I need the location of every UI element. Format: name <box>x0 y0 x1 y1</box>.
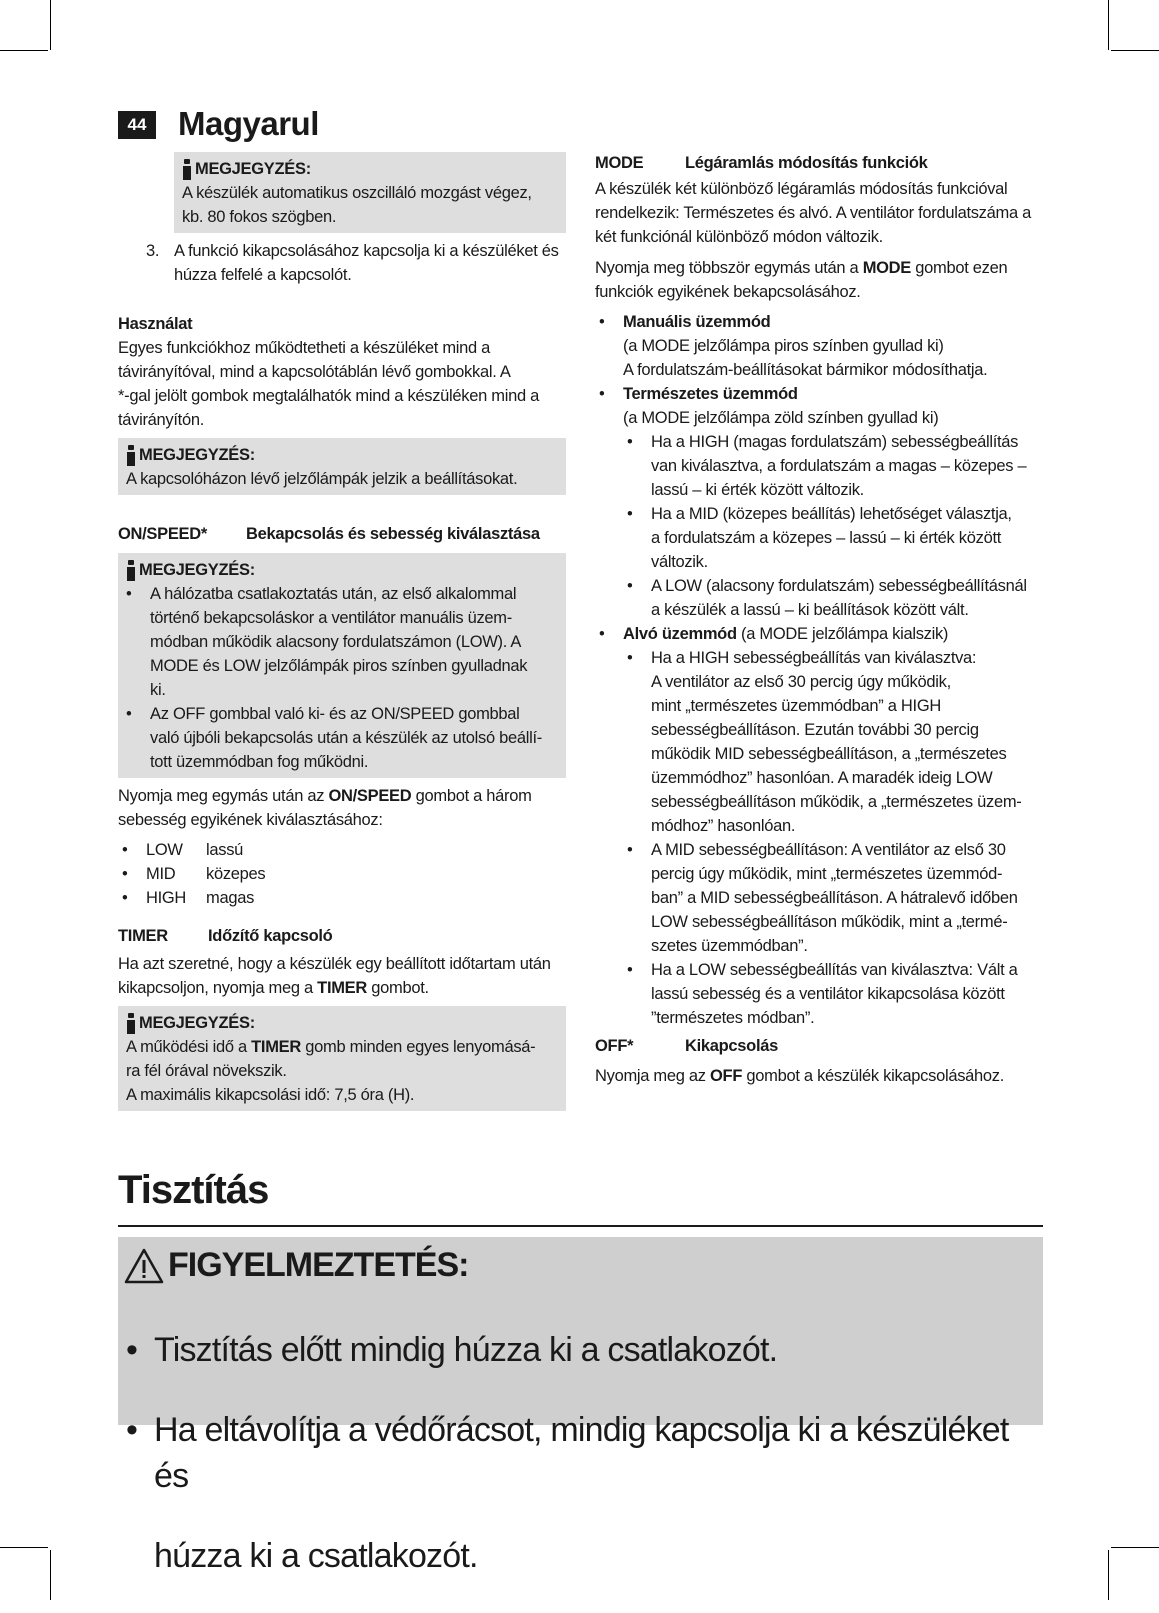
crop-mark <box>50 1550 51 1600</box>
page-language-title: Magyarul <box>178 105 319 142</box>
list-item: • Ha eltávolítja a védőrácsot, mindig kapcsolja ki a készüléket és húzza ki a csatlakozót. <box>124 1407 1029 1579</box>
note-box <box>118 438 566 495</box>
mode-press: Nyomja meg többször egymás után a MODE gombot ezen <box>595 259 1008 277</box>
warning-list <box>124 1293 1029 1613</box>
list-item: • Természetes üzemmód (a MODE jelzőlámpa zöld színben gyullad ki) • Ha a HIGH (magas fordulatszám) sebességbeállítás van kiválasztva, a fordulatszám a magas – közepes – lassú – ki érték között változik. • Ha a MID (közepes beállítás) lehetőséget választja, a fordulatszám a közepes – lassú – ki érték között változik. • A LOW (alacsony fordulatszám) sebességbeállításnál a készülék a lassú – ki beállítások között vált. <box>595 382 1055 622</box>
crop-mark <box>0 1547 48 1548</box>
warning-title: FIGYELMEZTETÉS: <box>124 1246 468 1285</box>
usage-line: távirányítóval, mind a kapcsolótáblán lévő gombokkal. A <box>118 363 511 381</box>
right-column <box>595 151 1055 1088</box>
sub-list <box>623 430 1055 622</box>
warning-triangle-icon <box>124 1248 164 1284</box>
crop-mark <box>1108 1550 1109 1600</box>
list-item: • LOW lassú <box>118 838 566 862</box>
list-item: • Manuális üzemmód (a MODE jelzőlámpa piros színben gyullad ki) A fordulatszám-beállításokat bármikor módosíthatja. <box>595 310 1055 382</box>
step-line: A funkció kikapcsolásához kapcsolja ki a készüléket és <box>174 242 559 260</box>
command-key: MODE <box>595 154 644 172</box>
step-3 <box>146 239 566 287</box>
usage-line: Egyes funkciókhoz működtetheti a készüléket mind a <box>118 339 491 357</box>
cleaning-title: Tisztítás <box>118 1168 269 1212</box>
info-icon <box>126 559 136 581</box>
note-line: ra fél órával növekszik. <box>126 1062 287 1080</box>
crop-mark <box>50 0 51 50</box>
speed-paragraph: Nyomja meg egymás után az ON/SPEED gombot a három <box>118 787 532 805</box>
sub-list <box>623 646 1055 1030</box>
note-line: A kapcsolóházon lévő jelzőlámpák jelzik a beállításokat. <box>126 470 518 488</box>
mode-line: A készülék két különböző légáramlás módosítás funkcióval <box>595 180 1008 198</box>
timer-paragraph: kikapcsoljon, nyomja meg a TIMER gombot. <box>118 979 429 997</box>
off-paragraph: Nyomja meg az OFF gombot a készülék kikapcsolásához. <box>595 1067 1005 1085</box>
step-number: 3. <box>146 242 160 260</box>
list-item: • A hálózatba csatlakoztatás után, az első alkalommal történő bekapcsoláskor a ventilátor manuális üzem- módban működik alacsony fordulatszámon (LOW). A MODE és LOW jelzőlámpák piros színben gyulladnak ki. <box>122 582 558 702</box>
command-key: OFF* <box>595 1037 634 1055</box>
mode-line: két funkciónál különböző módon változik. <box>595 228 883 246</box>
list-item: • Ha a HIGH sebességbeállítás van kiválasztva: A ventilátor az első 30 percig úgy működik, mint „természetes üzemmódban” a HIGH sebességbeállításon. Ezután további 30 percig működik MID sebességbeállításon, a „természetes üzemmódhoz” hasonlóan. A maradék ideig LOW sebességbeállításon működik, a „természetes üzem- módhoz” hasonlóan. <box>623 646 1055 838</box>
list-item: • Ha a LOW sebességbeállítás van kiválasztva: Vált a lassú sebesség és a ventilátor kikapcsolása között ”természetes módban”. <box>623 958 1055 1030</box>
mode-heading <box>595 151 1055 175</box>
usage-line: *-gal jelölt gombok megtalálhatók mind a készüléken mind a <box>118 387 540 405</box>
page-number: 44 <box>118 111 156 139</box>
note-title: MEGJEGYZÉS: <box>126 443 558 467</box>
usage-line: távirányítón. <box>118 411 204 429</box>
command-desc: Időzítő kapcsoló <box>208 927 333 945</box>
speed-list <box>118 838 566 910</box>
command-desc: Kikapcsolás <box>685 1037 779 1055</box>
note-title: MEGJEGYZÉS: <box>126 1011 558 1035</box>
info-icon <box>182 158 192 180</box>
note-box <box>118 1006 566 1111</box>
list-item: • A MID sebességbeállításon: A ventilátor az első 30 percig úgy működik, mint „természetes üzemmód- ban” a MID sebességbeállításon. A hátralevő időben LOW sebességbeállításon működik, mint a „termé- szetes üzemmódban”. <box>623 838 1055 958</box>
step-line: húzza felfelé a kapcsolót. <box>174 266 352 284</box>
off-heading <box>595 1034 1055 1058</box>
list-item: • MID közepes <box>118 862 566 886</box>
list-item: • Ha a MID (közepes beállítás) lehetőséget választja, a fordulatszám a közepes – lassú – ki érték között változik. <box>623 502 1055 574</box>
crop-mark <box>1111 1547 1159 1548</box>
onspeed-heading <box>118 522 566 546</box>
crop-mark <box>0 50 48 51</box>
warning-box <box>118 1237 1043 1575</box>
section-divider <box>118 1225 1043 1227</box>
list-item: • HIGH magas <box>118 886 566 910</box>
note-line: A készülék automatikus oszcilláló mozgást végez, <box>182 184 532 202</box>
command-desc: Légáramlás módosítás funkciók <box>685 154 928 172</box>
left-column <box>118 152 566 1111</box>
list-item: • Az OFF gombbal való ki- és az ON/SPEED gombbal való újbóli bekapcsolás után a készülék az utolsó beállí- tott üzemmódban fog működni. <box>122 702 558 774</box>
info-icon <box>126 444 136 466</box>
note-box <box>118 553 566 778</box>
list-item: • Tisztítás előtt mindig húzza ki a csatlakozót. <box>124 1327 1029 1373</box>
usage-heading: Használat <box>118 315 193 333</box>
note-title: MEGJEGYZÉS: <box>182 157 558 181</box>
note-box <box>174 152 566 233</box>
mode-press-line: funkciók egyikének bekapcsolásához. <box>595 283 861 301</box>
list-item: • Alvó üzemmód (a MODE jelzőlámpa kialszik) • Ha a HIGH sebességbeállítás van kiválasztva: A ventilátor az első 30 percig úgy működik, mint „természetes üzemmódban” a HIGH sebességbeállításon. Ezután további 30 percig működik MID sebességbeállításon, a „természetes üzemmódhoz” hasonlóan. A maradék ideig LOW sebességbeállításon működik, a „természetes üzem- módhoz” hasonlóan. • A MID sebességbeállításon: A ventilátor az első 30 percig úgy működik, mint „természetes üzemmód- ban” a MID sebességbeállításon. A hátralevő időben LOW sebességbeállításon működik, mint a „termé- szetes üzemmódban”. • Ha a LOW sebességbeállítás van kiválasztva: Vált a lassú sebesség és a ventilátor kikapcsolása között ”természetes módban”. <box>595 622 1055 1030</box>
mode-list <box>595 310 1055 1030</box>
note-line: A maximális kikapcsolási idő: 7,5 óra (H). <box>126 1086 415 1104</box>
info-icon <box>126 1012 136 1034</box>
crop-mark <box>1111 50 1159 51</box>
note-title: MEGJEGYZÉS: <box>126 558 558 582</box>
note-list <box>122 582 558 774</box>
crop-mark <box>1108 0 1109 50</box>
command-key: ON/SPEED* <box>118 525 207 543</box>
note-line: kb. 80 fokos szögben. <box>182 208 337 226</box>
timer-heading <box>118 924 566 948</box>
note-line: A működési idő a TIMER gomb minden egyes lenyomásá- <box>126 1038 536 1056</box>
command-desc: Bekapcsolás és sebesség kiválasztása <box>246 525 540 543</box>
timer-paragraph: Ha azt szeretné, hogy a készülék egy beállított időtartam után <box>118 955 551 973</box>
list-item: • A LOW (alacsony fordulatszám) sebességbeállításnál a készülék a lassú – ki beállítások között vált. <box>623 574 1055 622</box>
command-key: TIMER <box>118 927 168 945</box>
speed-paragraph-line: sebesség egyikének kiválasztásához: <box>118 811 383 829</box>
list-item: • Ha a HIGH (magas fordulatszám) sebességbeállítás van kiválasztva, a fordulatszám a magas – közepes – lassú – ki érték között változik. <box>623 430 1055 502</box>
mode-line: rendelkezik: Természetes és alvó. A ventilátor fordulatszáma a <box>595 204 1031 222</box>
